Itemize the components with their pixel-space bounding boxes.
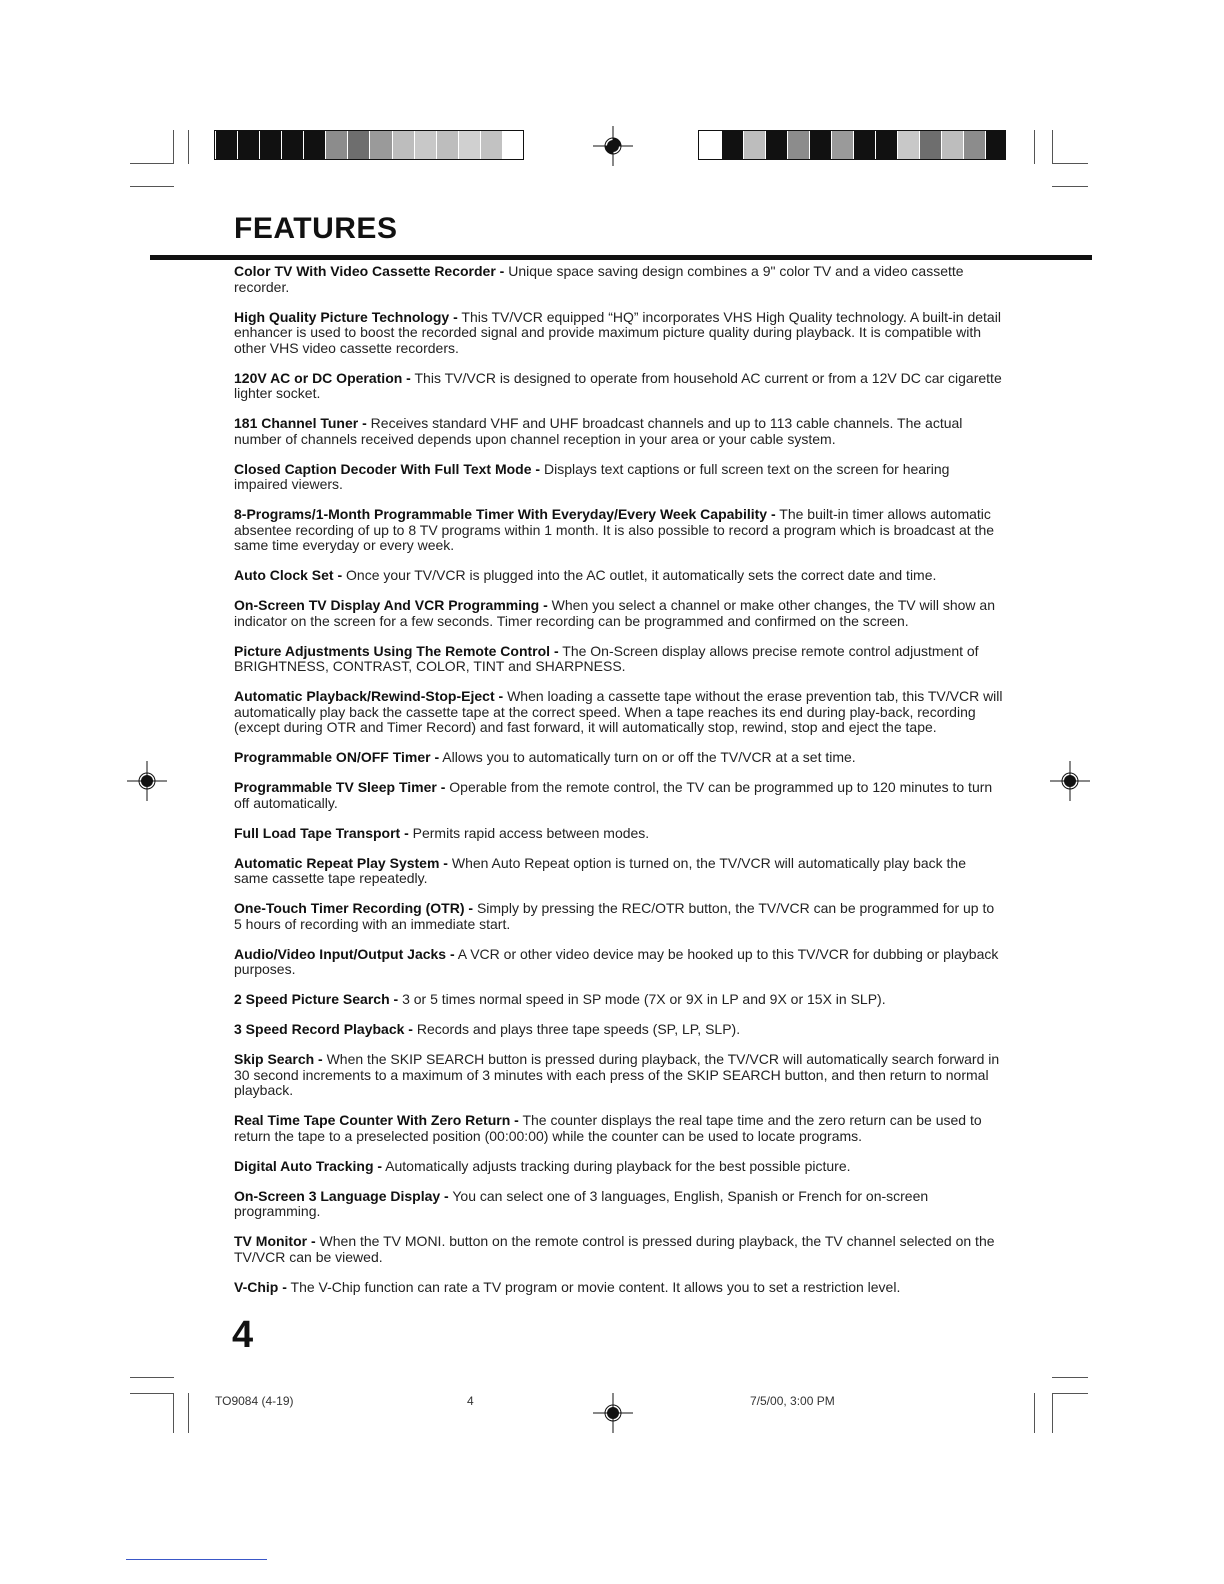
feature-item [234, 1189, 1004, 1220]
crop-mark-bottom-left-v2 [188, 1393, 189, 1433]
color-calibration-bar-right [698, 130, 1006, 160]
feature-item [234, 1280, 1004, 1296]
feature-name: Audio/Video Input/Output Jacks - [234, 945, 455, 962]
crop-mark-bottom-left-h [130, 1377, 174, 1378]
crop-mark-top-right-v1 [1034, 130, 1035, 164]
feature-item [234, 568, 1004, 584]
feature-name: On-Screen TV Display And VCR Programming - [234, 597, 548, 613]
feature-description: Receives standard VHF and UHF broadcast channels and up to 113 cable channels. The actual number of channels received depends upon channel reception in your area or your cable system. [234, 415, 963, 447]
feature-description: The On-Screen display allows precise remote control adjustment of BRIGHTNESS, CONTRAST, COLOR, TINT and SHARPNESS. [234, 642, 979, 674]
feature-item [234, 826, 1004, 842]
feature-item [234, 1113, 1004, 1144]
feature-item [234, 507, 1004, 554]
crop-mark-bottom-right-v1 [1034, 1393, 1035, 1433]
feature-name: Closed Caption Decoder With Full Text Mode - [234, 460, 541, 477]
feature-name: Programmable TV Sleep Timer - [234, 779, 446, 795]
crop-mark-bottom-right-v2 [1052, 1393, 1053, 1433]
feature-description: The counter displays the real tape time and the zero return can be used to return the tape to a preselected position (00:00:00) while the counter can be used to locate programs. [234, 1112, 982, 1144]
feature-item [234, 1022, 1004, 1038]
feature-item [234, 371, 1004, 402]
feature-name: TV Monitor - [234, 1233, 316, 1249]
feature-description: 3 or 5 times normal speed in SP mode (7X or 9X in LP and 9X or 15X in SLP). [402, 991, 886, 1007]
feature-item [234, 780, 1004, 811]
color-calibration-bar-left [214, 130, 524, 160]
crop-mark-bottom-left-h2 [130, 1393, 174, 1394]
feature-item [234, 947, 1004, 978]
feature-description: This TV/VCR equipped “HQ” incorporates VHS High Quality technology. A built-in detail enhancer is used to boost the recorded signal and provide maximum picture quality during playback. It is compatible with other VHS video cassette recorders. [234, 308, 1001, 356]
feature-name: 120V AC or DC Operation - [234, 369, 411, 386]
feature-item [234, 462, 1004, 493]
footer-timestamp: 7/5/00, 3:00 PM [750, 1394, 835, 1408]
feature-name: 2 Speed Picture Search - [234, 991, 399, 1007]
feature-item [234, 598, 1004, 629]
feature-name: Color TV With Video Cassette Recorder - [234, 263, 505, 279]
feature-name: Real Time Tape Counter With Zero Return - [234, 1112, 519, 1128]
registration-crosshair-icon [593, 126, 633, 166]
feature-description: The V-Chip function can rate a TV program or movie content. It allows you to set a restriction level. [290, 1278, 901, 1295]
feature-description: Records and plays three tape speeds (SP, LP, SLP). [416, 1021, 741, 1037]
feature-name: Digital Auto Tracking - [234, 1157, 383, 1174]
feature-description: Once your TV/VCR is plugged into the AC outlet, it automatically sets the correct date and time. [346, 567, 937, 583]
feature-item [234, 689, 1004, 736]
registration-crosshair-icon [593, 1393, 633, 1433]
feature-name: Full Load Tape Transport - [234, 824, 409, 841]
crop-mark-top-right-h2 [1052, 163, 1088, 164]
crop-mark-top-left-h2 [130, 163, 174, 164]
feature-item [234, 644, 1004, 675]
feature-item [234, 264, 1004, 295]
feature-item [234, 416, 1004, 447]
feature-name: One-Touch Timer Recording (OTR) - [234, 900, 474, 916]
feature-description: When you select a channel or make other changes, the TV will show an indicator on the screen for a few seconds. Timer recording can be programmed and confirmed on the screen. [234, 597, 995, 629]
feature-description: When the TV MONI. button on the remote control is pressed during playback, the TV channel selected on the TV/VCR can be viewed. [234, 1233, 995, 1265]
feature-description: Unique space saving design combines a 9" color TV and a video cassette recorder. [234, 263, 964, 295]
registration-crosshair-icon [1050, 761, 1090, 801]
feature-description: Allows you to automatically turn on or off the TV/VCR at a set time. [442, 749, 856, 765]
feature-name: 181 Channel Tuner - [234, 415, 367, 431]
feature-name: 8-Programs/1-Month Programmable Timer With Everyday/Every Week Capability - [234, 506, 776, 522]
page-title: FEATURES [234, 212, 398, 245]
feature-description: Automatically adjusts tracking during playback for the best possible picture. [385, 1157, 851, 1174]
crop-mark-bottom-right-h2 [1052, 1393, 1088, 1394]
title-rule [150, 255, 1092, 260]
feature-description: When Auto Repeat option is turned on, the TV/VCR will automatically play back the same cassette tape repeatedly. [234, 854, 966, 886]
feature-name: Picture Adjustments Using The Remote Control - [234, 642, 559, 659]
feature-list [234, 264, 1004, 1310]
crop-mark-top-left-h [130, 186, 174, 187]
feature-name: V-Chip - [234, 1278, 287, 1295]
feature-name: High Quality Picture Technology - [234, 308, 458, 325]
footer-code: TO9084 (4-19) [215, 1394, 294, 1408]
feature-description: You can select one of 3 languages, English, Spanish or French for on-screen programming. [234, 1187, 929, 1219]
feature-description: Operable from the remote control, the TV can be programmed up to 120 minutes to turn off automatically. [234, 779, 993, 811]
feature-description: This TV/VCR is designed to operate from household AC current or from a 12V DC car cigarette lighter socket. [234, 369, 1002, 401]
feature-description: Permits rapid access between modes. [412, 824, 650, 841]
feature-item [234, 992, 1004, 1008]
crop-mark-top-left-v1 [173, 130, 174, 164]
crop-mark-top-right-h [1052, 186, 1088, 187]
crop-mark-top-left-v2 [188, 130, 189, 164]
feature-name: Automatic Repeat Play System - [234, 854, 448, 871]
feature-name: 3 Speed Record Playback - [234, 1021, 413, 1037]
feature-item [234, 750, 1004, 766]
registration-crosshair-icon [127, 761, 167, 801]
feature-description: The built-in timer allows automatic absentee recording of up to 8 TV programs within 1 month. It is also possible to record a program which is broadcast at the same time everyday or every week. [234, 506, 995, 553]
feature-item [234, 1234, 1004, 1265]
feature-description: A VCR or other video device may be hooked up to this TV/VCR for dubbing or playback purposes. [234, 945, 999, 977]
feature-item [234, 1052, 1004, 1099]
footer-page: 4 [467, 1394, 474, 1408]
crop-mark-top-right-v2 [1052, 130, 1053, 164]
link-underline[interactable] [126, 1559, 267, 1560]
crop-mark-bottom-left-v1 [173, 1393, 174, 1433]
feature-name: Auto Clock Set - [234, 567, 343, 583]
feature-description: Simply by pressing the REC/OTR button, the TV/VCR can be programmed for up to 5 hours of recording with an immediate start. [234, 900, 995, 932]
feature-item [234, 901, 1004, 932]
feature-name: Skip Search - [234, 1051, 323, 1067]
feature-item [234, 856, 1004, 887]
crop-mark-bottom-right-h [1052, 1377, 1088, 1378]
feature-description: When the SKIP SEARCH button is pressed during playback, the TV/VCR will automatically search forward in 30 second increments to a maximum of 3 minutes with each press of the SKIP SEARCH button, and then return to normal playback. [234, 1051, 1000, 1098]
feature-description: When loading a cassette tape without the erase prevention tab, this TV/VCR will automatically play back the cassette tape at the correct speed. When a tape reaches its end during play-back, recording (except during OTR and Timer Record) and fast forward, it will automatically stop, rewind, stop and eject the tape. [234, 688, 1003, 735]
feature-description: Displays text captions or full screen text on the screen for hearing impaired viewers. [234, 460, 950, 492]
feature-item [234, 1159, 1004, 1175]
feature-name: Automatic Playback/Rewind-Stop-Eject - [234, 688, 504, 704]
feature-name: Programmable ON/OFF Timer - [234, 749, 440, 765]
feature-item [234, 310, 1004, 357]
feature-name: On-Screen 3 Language Display - [234, 1187, 449, 1204]
page-number: 4 [232, 1314, 254, 1356]
